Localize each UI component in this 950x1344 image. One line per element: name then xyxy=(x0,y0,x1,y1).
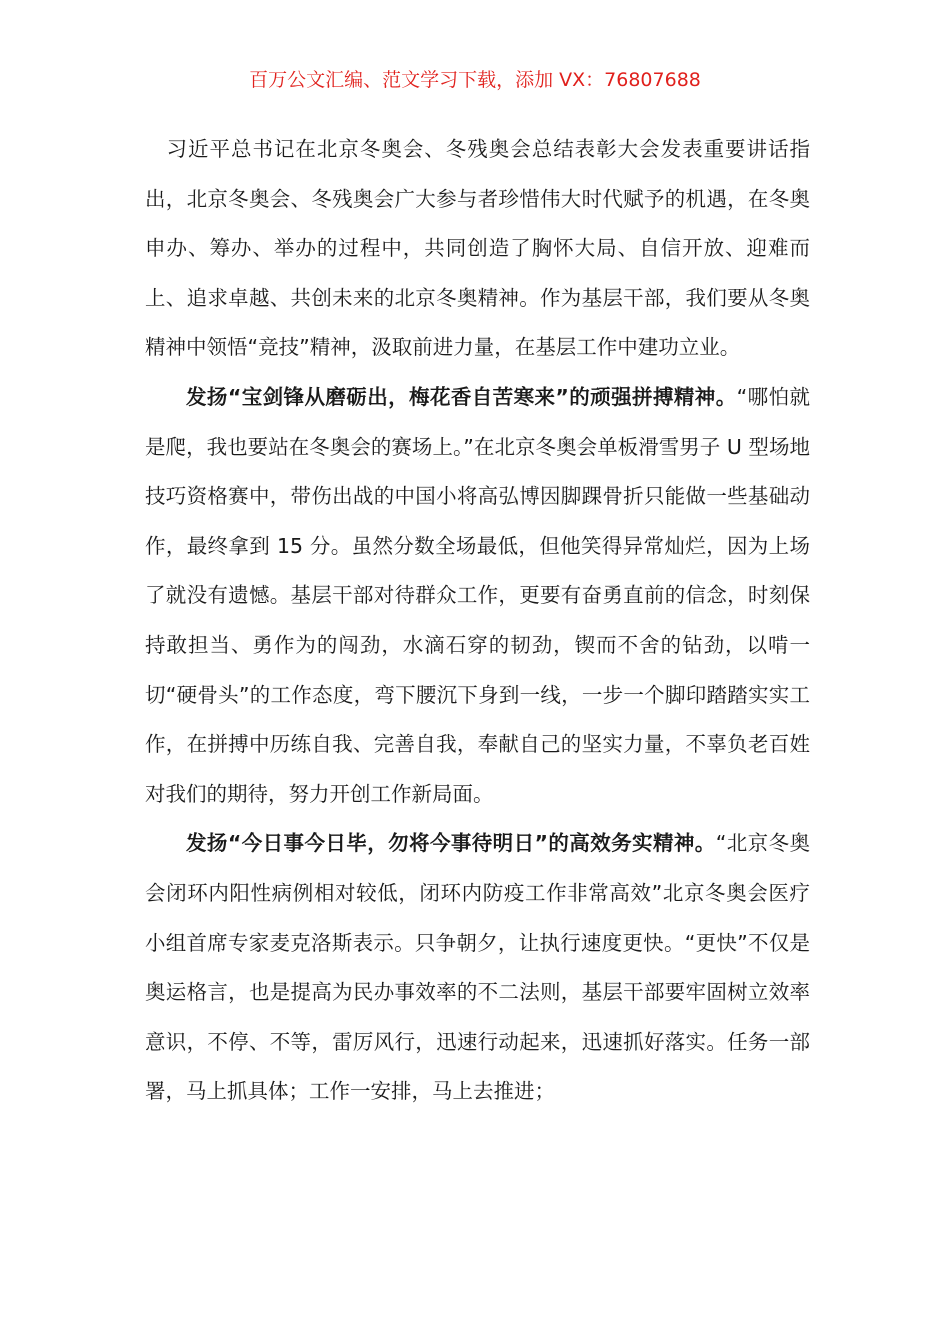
header-watermark-text: 百万公文汇编、范文学习下载，添加 VX：76807688 xyxy=(249,69,701,91)
document-body xyxy=(145,125,810,1117)
paragraph-heading: 发扬“今日事今日毕，勿将今事待明日”的高效务实精神。 xyxy=(186,831,716,856)
paragraph-text: “哪怕就是爬，我也要站在冬奥会的赛场上。”在北京冬奥会单板滑雪男子 U 型场地技巧资格赛中，带伤出战的中国小将高弘博因脚踝骨折只能做一些基础动作，最终拿到 15 分。虽然分数全场最低，但他笑得异常灿烂，因为上场了就没有遗憾。基层干部对待群众工作，更要有奋勇直前的信念，时刻保持敢担当、勇作为的闯劲，水滴石穿的韧劲，锲而不舍的钻劲，以啃一切“硬骨头”的工作态度，弯下腰沉下身到一线，一步一个脚印踏踏实实工作，在拼搏中历练自我、完善自我，奉献自己的坚实力量，不辜负老百姓对我们的期待，努力开创工作新局面。 xyxy=(145,384,810,806)
paragraph-intro xyxy=(145,125,810,373)
paragraph-text: 习近平总书记在北京冬奥会、冬残奥会总结表彰大会发表重要讲话指出，北京冬奥会、冬残奥会广大参与者珍惜伟大时代赋予的机遇，在冬奥申办、筹办、举办的过程中，共同创造了胸怀大局、自信开放、迎难而上、追求卓越、共创未来的北京冬奥精神。作为基层干部，我们要从冬奥精神中领悟“竞技”精神，汲取前进力量，在基层工作中建功立业。 xyxy=(145,137,810,360)
paragraph-section-2 xyxy=(145,819,810,1117)
paragraph-heading: 发扬“宝剑锋从磨砺出，梅花香自苦寒来”的顽强拼搏精神。 xyxy=(186,384,737,409)
paragraph-section-1 xyxy=(145,373,810,819)
paragraph-text: “北京冬奥会闭环内阳性病例相对较低，闭环内防疫工作非常高效”北京冬奥会医疗小组首席专家麦克洛斯表示。只争朝夕，让执行速度更快。“更快”不仅是奥运格言，也是提高为民办事效率的不二法则，基层干部要牢固树立效率意识，不停、不等，雷厉风行，迅速行动起来，迅速抓好落实。任务一部署，马上抓具体；工作一安排，马上去推进； xyxy=(145,831,810,1104)
